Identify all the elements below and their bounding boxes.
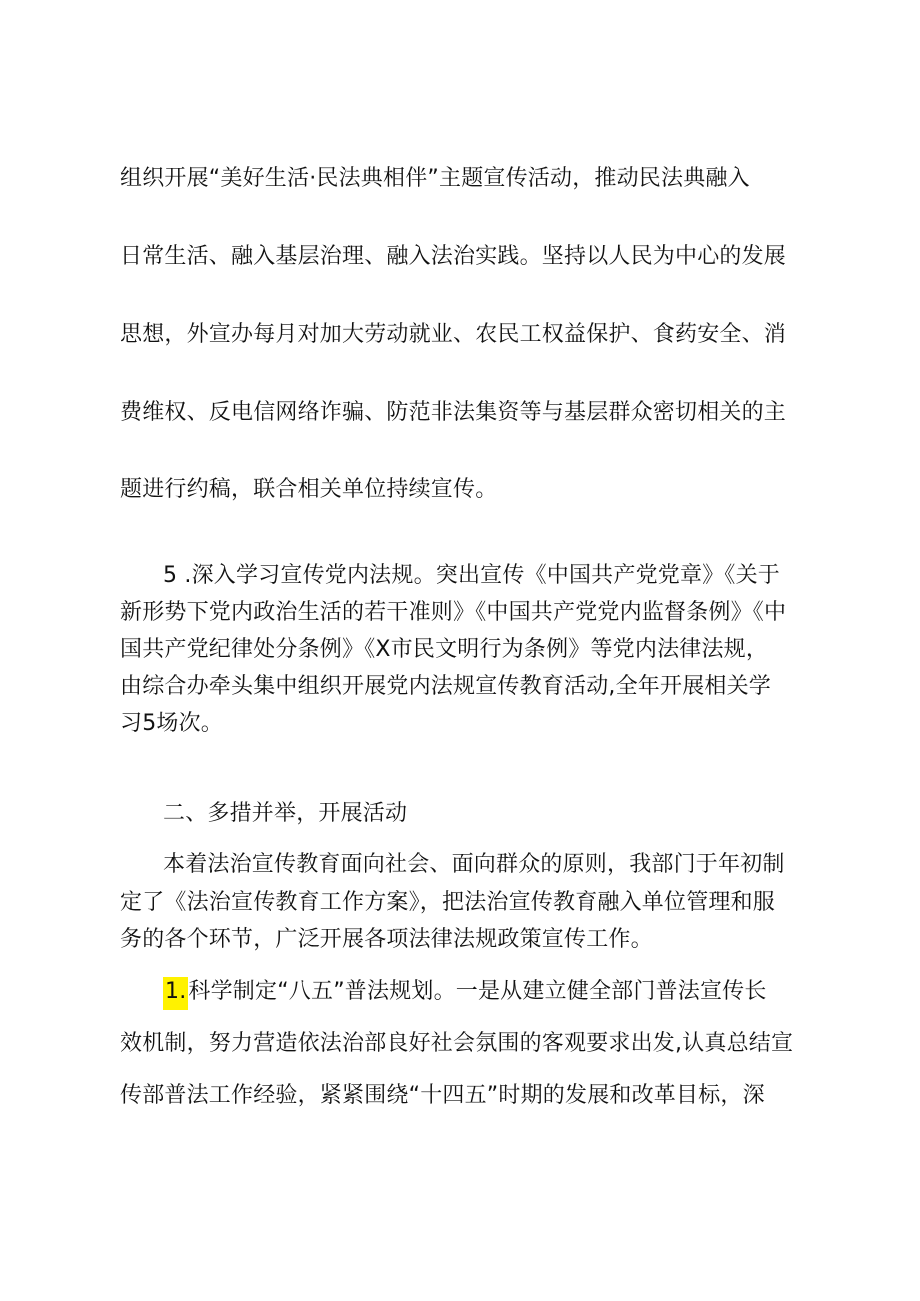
paragraph-line: 日常生活、融入基层治理、融入法治实践。坚持以人民为中心的发展 — [120, 244, 787, 269]
paragraph-line: 习5场次。 — [120, 711, 223, 736]
section-heading: 二、多措并举，开展活动 — [163, 801, 408, 826]
paragraph-line: 效机制，努力营造依法治部良好社会氛围的客观要求出发,认真总结宣 — [120, 1031, 794, 1056]
paragraph-line: 思想，外宣办每月对加大劳动就业、农民工权益保护、食药安全、消 — [120, 322, 787, 347]
highlighted-list-number: 1. — [163, 977, 188, 1010]
paragraph-line — [163, 977, 767, 1007]
paragraph-text: 科学制定“八五”普法规划。一是从建立健全部门普法宣传长 — [188, 979, 767, 1004]
paragraph-line: 传部普法工作经验，紧紧围绕“十四五”时期的发展和改革目标，深 — [120, 1083, 765, 1108]
paragraph-line: 由综合办牵头集中组织开展党内法规宣传教育活动,全年开展相关学 — [120, 674, 771, 699]
paragraph-line: 务的各个环节，广泛开展各项法律法规政策宣传工作。 — [120, 927, 653, 952]
paragraph-line: 本着法治宣传教育面向社会、面向群众的原则，我部门于年初制 — [163, 852, 785, 877]
paragraph-line: 题进行约稿，联合相关单位持续宣传。 — [120, 477, 498, 502]
paragraph-line: 国共产党纪律处分条例》《X市民文明行为条例》等党内法律法规， — [120, 637, 769, 662]
paragraph-line: 费维权、反电信网络诈骗、防范非法集资等与基层群众密切相关的主 — [120, 400, 787, 425]
paragraph-line: 定了《法治宣传教育工作方案》，把法治宣传教育融入单位管理和服 — [120, 890, 776, 915]
paragraph-line: 5 .深入学习宣传党内法规。突出宣传《中国共产党党章》《关于 — [163, 563, 780, 588]
paragraph-line: 新形势下党内政治生活的若干准则》《中国共产党党内监督条例》《中 — [120, 600, 787, 625]
paragraph-line: 组织开展“美好生活·民法典相伴”主题宣传活动，推动民法典融入 — [120, 166, 750, 191]
